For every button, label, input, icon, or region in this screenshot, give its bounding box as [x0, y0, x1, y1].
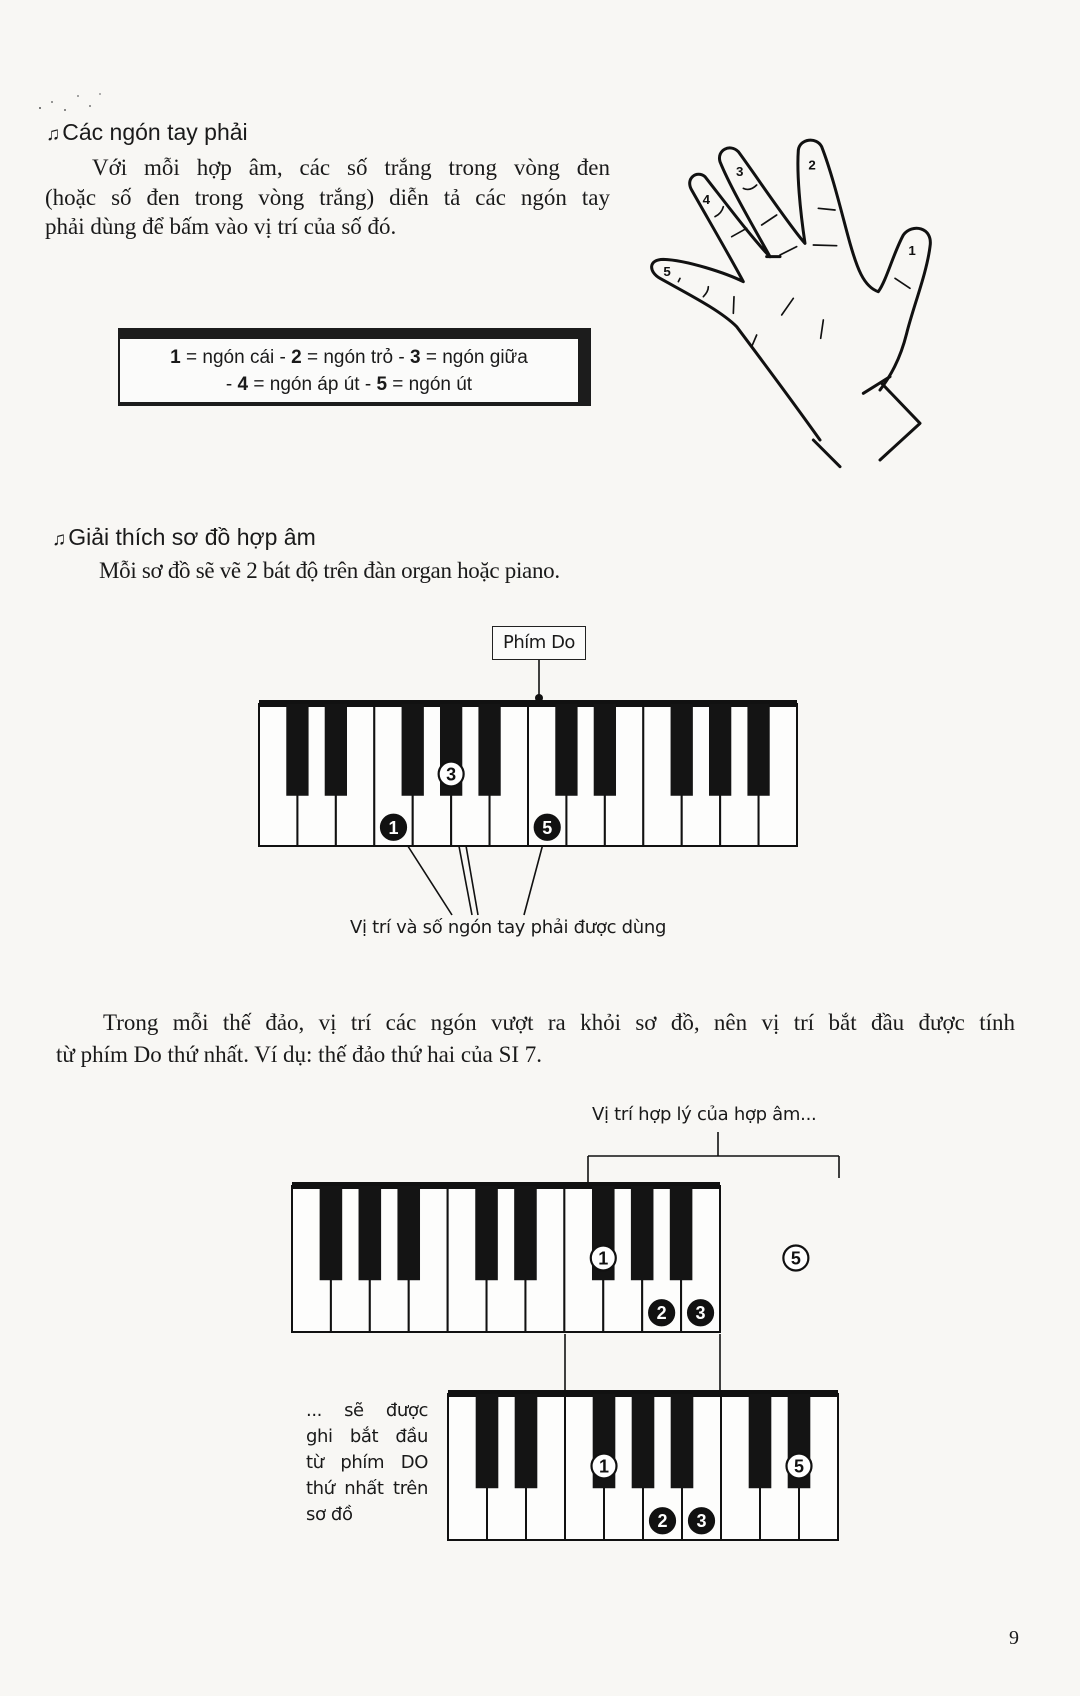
- legend-number: 5: [376, 374, 388, 395]
- finger-label-5: 5: [663, 264, 671, 279]
- side-note-line: ghi bắt đầu: [306, 1426, 428, 1447]
- paragraph: Mỗi sơ đồ sẽ vẽ 2 bát độ trên đàn organ hoặc piano.: [99, 558, 560, 583]
- black-key-A-sharp: [747, 704, 769, 796]
- black-key-A-sharp: [671, 1394, 694, 1488]
- legend-number: 2: [291, 347, 302, 368]
- finger-label-2: 2: [808, 157, 816, 173]
- music-note-icon: ♫: [52, 529, 67, 550]
- paragraph-line: Với mỗi hợp âm, các số trắng trong vòng đen: [92, 155, 610, 180]
- finger-marker-number: 5: [790, 1248, 801, 1269]
- black-key-A-sharp: [670, 1186, 693, 1280]
- page-number: 9: [1009, 1627, 1019, 1649]
- finger-marker-3: [689, 1508, 714, 1533]
- finger-marker-1: [381, 815, 406, 840]
- range-label: Vị trí hợp lý của hợp âm...: [592, 1104, 817, 1125]
- finger-marker-number: 1: [598, 1248, 609, 1269]
- legend-text: = ngón áp út -: [248, 374, 377, 395]
- music-note-icon: ♫: [46, 124, 61, 145]
- keyboard-actual-position-svg: [292, 1182, 840, 1338]
- side-note: [306, 1398, 428, 1528]
- keyboard-example: [259, 700, 797, 848]
- black-key-G-sharp: [359, 1186, 382, 1280]
- black-key-G-sharp: [631, 1186, 654, 1280]
- keyboard-actual-position: [292, 1182, 801, 1334]
- black-key-D-sharp: [325, 704, 347, 796]
- keyboard-example-svg: [259, 700, 917, 852]
- finger-marker-1: [592, 1454, 617, 1479]
- finger-position-caption: Vị trí và số ngón tay phải được dùng: [350, 917, 667, 938]
- legend-text: -: [225, 374, 238, 395]
- legend-text: = ngón cái -: [180, 347, 292, 368]
- paragraph-line: phải dùng để bấm vào vị trí của số đó.: [45, 214, 397, 239]
- paragraph-line: Trong mỗi thế đảo, vị trí các ngón vượt ra khỏi sơ đồ, nên vị trí bắt đầu được tính: [103, 1010, 1015, 1035]
- finger-label-4: 4: [702, 192, 711, 207]
- keyboard-top-bar: [292, 1182, 720, 1189]
- finger-marker-3: [439, 762, 464, 787]
- legend-number: 3: [409, 347, 421, 368]
- black-key-F-sharp: [320, 1186, 343, 1280]
- legend-number: 1: [170, 347, 181, 368]
- keyboard-notated-position-svg: [448, 1390, 958, 1546]
- paragraph-line: từ phím Do thứ nhất. Ví dụ: thế đảo thứ hai của SI 7.: [56, 1042, 543, 1067]
- black-key-D-sharp: [594, 704, 616, 796]
- paragraph-line: (hoặc số đen trong vòng trắng) diễn tả các ngón tay: [45, 185, 610, 210]
- finger-marker-number: 2: [657, 1511, 668, 1532]
- side-note-line: ... sẽ được: [306, 1400, 428, 1421]
- finger-label-3: 3: [736, 164, 744, 179]
- black-key-C-sharp: [555, 704, 577, 796]
- black-key-A-sharp: [478, 704, 500, 796]
- finger-marker-number: 3: [695, 1303, 706, 1324]
- finger-marker-number: 1: [598, 1456, 610, 1477]
- black-key-G-sharp: [632, 1394, 655, 1488]
- finger-marker-5: [783, 1246, 808, 1271]
- black-key-A-sharp: [397, 1186, 420, 1280]
- heading-text: Giải thích sơ đồ hợp âm: [68, 524, 316, 550]
- black-key-F-sharp: [671, 704, 693, 796]
- finger-marker-5: [535, 815, 560, 840]
- legend-text: = ngón trỏ -: [301, 347, 410, 368]
- finger-marker-number: 3: [696, 1511, 707, 1532]
- legend-text: = ngón giữa: [420, 347, 528, 368]
- finger-marker-number: 5: [793, 1456, 805, 1477]
- finger-marker-number: 3: [446, 764, 457, 785]
- legend-text: = ngón út: [387, 374, 473, 395]
- black-key-C-sharp: [476, 1394, 499, 1488]
- range-bracket: [588, 1132, 839, 1184]
- black-key-C-sharp: [475, 1186, 498, 1280]
- finger-marker-number: 2: [656, 1303, 667, 1324]
- finger-marker-number: 5: [542, 817, 553, 838]
- black-key-C-sharp: [286, 704, 308, 796]
- side-note-line: từ phím DO: [306, 1452, 428, 1473]
- do-key-label: Phím Do: [492, 626, 586, 660]
- finger-marker-5: [787, 1454, 812, 1479]
- black-key-G-sharp: [709, 704, 731, 796]
- black-key-D-sharp: [515, 1394, 538, 1488]
- black-key-C-sharp: [749, 1394, 772, 1488]
- finger-marker-2: [649, 1300, 674, 1325]
- finger-marker-1: [591, 1246, 616, 1271]
- black-key-F-sharp: [402, 704, 424, 796]
- finger-marker-number: 1: [388, 817, 399, 838]
- finger-marker-2: [650, 1508, 675, 1533]
- black-key-D-sharp: [514, 1186, 537, 1280]
- side-note-line: thứ nhất trên: [306, 1478, 428, 1499]
- heading-text: Các ngón tay phải: [62, 119, 248, 145]
- side-note-line: sơ đồ: [306, 1504, 353, 1525]
- finger-label-1: 1: [908, 243, 916, 258]
- finger-marker-3: [688, 1300, 713, 1325]
- legend-number: 4: [237, 374, 249, 395]
- keyboard-notated-position: [448, 1390, 838, 1542]
